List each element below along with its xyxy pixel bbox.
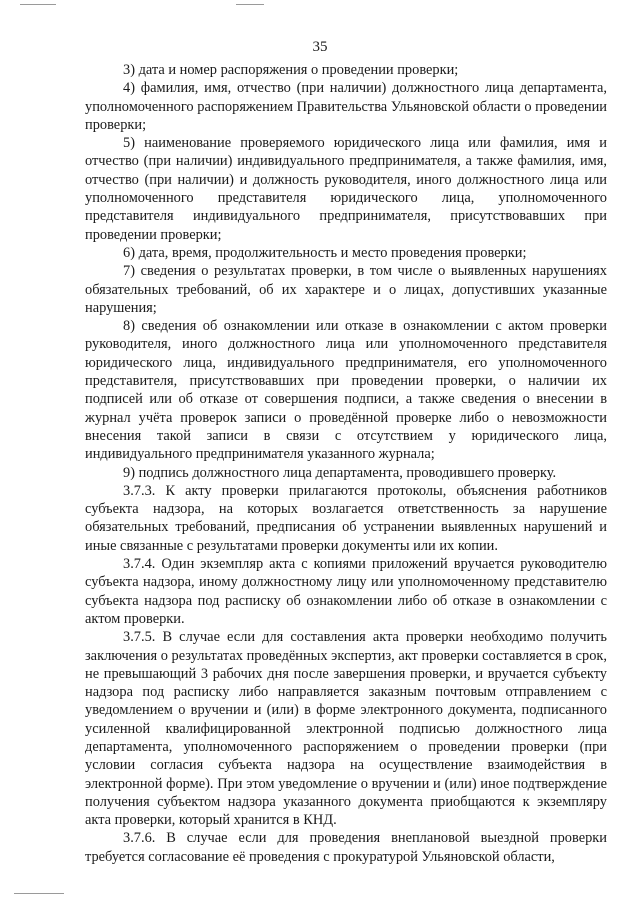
paragraph-3-7-3: 3.7.3. К акту проверки прилагаются протоколы, объяснения работников субъекта надзора, на которых возлагается ответственность за нарушение обязательных требований, предписания об устранении выявленных нарушений и иные связанные с результатами проверки документы или их копии. (85, 482, 607, 554)
paragraph-3-7-6: 3.7.6. В случае если для проведения внеплановой выездной проверки требуется согласование её проведения с прокуратурой Ульяновской области, (85, 830, 607, 865)
paragraph-item-7: 7) сведения о результатах проверки, в том числе о выявленных нарушениях обязательных требований, об их характере и о лицах, допустивших указанные нарушения; (85, 263, 607, 316)
paragraph-item-5: 5) наименование проверяемого юридического лица или фамилия, имя и отчество (при наличии) индивидуального предпринимателя, а также фамилия, имя, отчество (при наличии) и должность руководителя, иного должностного лица или уполномоченного представителя юридического лица, уполномоченного представителя индивидуального предпринимателя, присутствовавших при проведении проверки; (85, 135, 607, 243)
scan-artifact-top-center (236, 4, 264, 5)
paragraph-item-6: 6) дата, время, продолжительность и место проведения проверки; (123, 244, 527, 261)
paragraph-3-7-4: 3.7.4. Один экземпляр акта с копиями приложений вручается руководителю субъекта надзора, иному должностному лицу или уполномоченному представителю субъекта надзора под расписку об ознакомлении либо об отказе в ознакомлении с актом проверки. (85, 556, 607, 627)
scan-artifact-top-left (20, 4, 56, 5)
paragraph-item-3: 3) дата и номер распоряжения о проведении проверки; (123, 62, 459, 78)
document-body (85, 61, 607, 866)
paragraph-item-4: 4) фамилия, имя, отчество (при наличии) должностного лица департамента, уполномоченного распоряжением Правительства Ульяновской области о проведении проверки; (85, 80, 607, 133)
paragraph-3-7-5: 3.7.5. В случае если для составления акта проверки необходимо получить заключения о результатах проведённых экспертиз, акт проверки составляется в срок, не превышающий 3 рабочих дня после завершения проверки, и вручается субъекту надзора под расписку либо направляется заказным почтовым отправлением с уведомлением о вручении и (или) в форме электронного документа, подписанного усиленной квалифицированной электронной подписью должностного лица департамента, уполномоченного распоряжением о проведении проверки (при условии согласия субъекта надзора на осуществление взаимодействия в электронной форме). При этом уведомление о вручении и (или) иное подтверждение получения субъектом надзора указанного документа приобщаются к экземпляру акта проверки, который хранится в КНД. (85, 629, 607, 829)
paragraph-item-9: 9) подпись должностного лица департамента, проводившего проверку. (123, 464, 557, 481)
page-number: 35 (312, 39, 328, 55)
scan-artifact-bottom-left (14, 893, 64, 894)
paragraph-item-8: 8) сведения об ознакомлении или отказе в ознакомлении с актом проверки руководителя, иного должностного лица или уполномоченного представителя юридического лица, индивидуального предпринимателя, его уполномоченного представителя, присутствовавших при проведении проверки, о наличии их подписей или об отказе от совершения подписи, а также сведения о внесении в журнал учёта проверок записи о проведённой проверке либо о невозможности внесения такой записи в связи с отсутствием у юридического лица, индивидуального предпринимателя указанного журнала; (85, 318, 607, 463)
